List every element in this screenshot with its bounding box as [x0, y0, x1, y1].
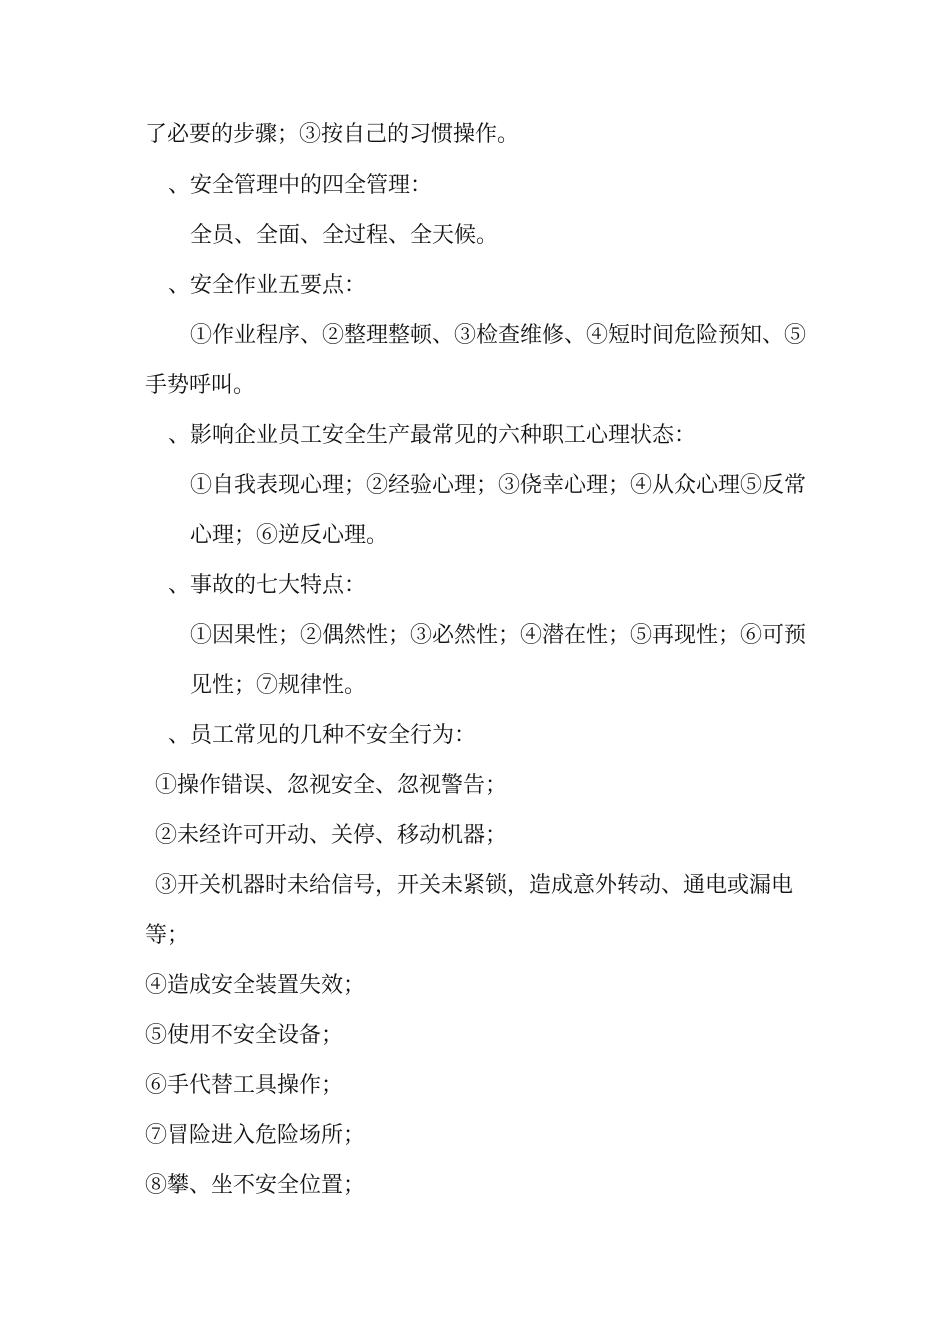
list-item-4: ④造成安全装置失效； [145, 973, 366, 998]
list-item-7: ⑦冒险进入危险场所； [145, 1123, 366, 1148]
text-line-11: ①因果性；②偶然性；③必然性；④潜在性；⑤再现性；⑥可预 [190, 623, 807, 648]
list-item-2: ②未经许可开动、关停、移动机器； [155, 823, 508, 848]
list-item-5: ⑤使用不安全设备； [145, 1023, 344, 1048]
list-item-3: ③开关机器时未给信号，开关未紧锁，造成意外转动、通电或漏电 [155, 873, 794, 898]
text-line-1: 了必要的步骤；③按自己的习惯操作。 [145, 122, 520, 147]
list-item-6: ⑥手代替工具操作； [145, 1073, 344, 1098]
text-line-6: 手势呼叫。 [145, 373, 256, 398]
section-heading-seven-features: 、事故的七大特点： [168, 573, 367, 598]
text-line-5: ①作业程序、②整理整顿、③检查维修、④短时间危险预知、⑤ [190, 323, 807, 348]
list-item-8: ⑧攀、坐不安全位置； [145, 1173, 366, 1198]
list-item-1: ①操作错误、忽视安全、忽视警告； [155, 773, 508, 798]
text-line-3: 全员、全面、全过程、全天候。 [190, 223, 499, 248]
text-line-8: ①自我表现心理；②经验心理；③侥幸心理；④从众心理⑤反常 [190, 473, 807, 498]
text-line-12: 见性；⑦规律性。 [190, 673, 367, 698]
section-heading-five-points: 、安全作业五要点： [168, 273, 367, 298]
section-heading-six-mental-states: 、影响企业员工安全生产最常见的六种职工心理状态： [168, 423, 697, 448]
section-heading-four-full-management: 、安全管理中的四全管理： [168, 173, 433, 198]
list-item-3-continued: 等； [145, 923, 190, 948]
text-line-9: 心理；⑥逆反心理。 [190, 523, 389, 548]
section-heading-unsafe-behaviors: 、员工常见的几种不安全行为： [168, 723, 477, 748]
